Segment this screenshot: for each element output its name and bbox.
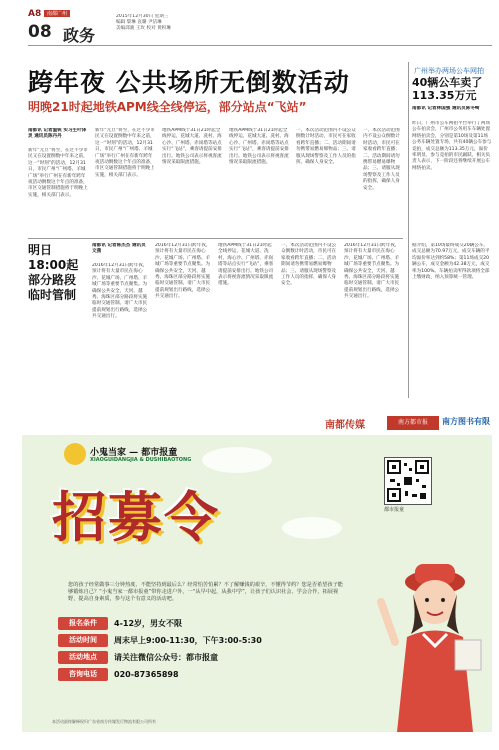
article-col-5: 一、本次活动范围内不设公众倒数计时活动，市民可在家收看跨年直播；二、活动期间请勿携带易燃易爆物品；三、请服从现场警察及工作人员的指挥，确保人身安全。 bbox=[296, 128, 356, 166]
info-value: 4-12岁，男女不限 bbox=[114, 619, 183, 628]
section-number: 08 bbox=[28, 22, 52, 42]
pub-date: 2015年12月30日 星期三 bbox=[116, 14, 169, 19]
qr-caption: 都市报童 bbox=[384, 507, 405, 513]
info-row-time bbox=[58, 634, 358, 647]
right-body-2: 据介绍，第10场最终成交20辆公车，成交总额为70.97万元，成交车辆的平均溢价率达到约58%；第11场成交20辆公车，成交金额为42.38万元，成交率为100%。车辆拍卖所得款项将全部上缴财政，纳入预算统一管理。 bbox=[412, 243, 490, 281]
right-col-divider bbox=[408, 62, 409, 398]
pub-info bbox=[116, 14, 206, 33]
pub-staff-2: 美编邱骏 王玫 校对 黄积琳 bbox=[116, 26, 171, 32]
info-row-place bbox=[58, 651, 358, 664]
article-col-3: 地铁APM线于31日21时起全线停运，花城大道、冼村、海心沙、广州塔、赤岗塔等站点实行“飞站”，乘客请提前安排出行。地铁公司表示将视客流情况采取限流措施。 bbox=[162, 128, 222, 166]
right-byline: 南都讯 记者林国强 通讯员陈冬崎 bbox=[412, 106, 480, 111]
girl-photo bbox=[377, 542, 492, 732]
info-label: 报名条件 bbox=[58, 617, 108, 630]
cloud-decoration bbox=[202, 447, 272, 473]
traffic-col-1: 2016年12月31日跨年夜，预计将有大量市民在海心沙、花城广场、广州塔、羊城广场等重要节点聚集。为确保公共安全，天河、越秀、海珠区部分路段将实施临时交通管制。请广大市民提前规划出行路线，选择公共交通出行。 bbox=[92, 263, 148, 320]
pub-staff-1: 编辑 黎琳 袁璐 尹洁琳 bbox=[116, 20, 162, 26]
qr-code-icon bbox=[384, 457, 432, 505]
ad-intro: 您的孩子经常做事三分钟热度、不能坚持到最后么？经常怕苦怕累？不了解赚钱的艰辛，不懂得节约？您是否希望孩子能够锻炼自己？“小鬼当家一都市报童”带你走进户外，一“从早中起，从我中学”，让孩子们认识社会、学会合作，拓展视野，提高自身素质，参与这个有意义的活动吧。 bbox=[68, 582, 343, 602]
main-headline: 跨年夜 公共场所无倒数活动 bbox=[28, 68, 350, 97]
brand-nanfang-book: 南方图书有限 bbox=[442, 417, 490, 426]
article-col-1: 新年“元旦”将至，在过不少市民又在设置倒数中年来之前，这一“时刻”的活动，12月31日，市民广州“广州塔、羊城广场”举行广州在有新年跨年夜活动倒数这个年点的准备，市区交通管制措施将于明晚上实施，相关部门表示。 bbox=[28, 148, 88, 198]
side-title: 明日18:00起部分路段临时管制 bbox=[28, 243, 79, 302]
ad-footer: 本活动最终解释权归广东省南方传媒发行物流有限公司所有 bbox=[52, 719, 156, 724]
traffic-col-5: 2016年12月31日跨年夜，预计将有大量市民在海心沙、花城广场、广州塔、羊城广场等重要节点聚集。为确保公共安全，天河、越秀、海珠区部分路段将实施临时交通管制。请广大市民提前规划出行路线，选择公共交通出行。 bbox=[344, 243, 400, 300]
mascot-logo-icon bbox=[64, 443, 86, 465]
main-subheadline: 明晚21时起地铁APM线全线停运，部分站点“飞站” bbox=[28, 100, 307, 114]
cloud-decoration bbox=[282, 517, 342, 539]
article-col-2: 新年“元旦”将至，在过不少市民又在设置倒数中年来之前，这一“时刻”的活动，12月31日，市民广州“广州塔、羊城广场”举行广州在有新年跨年夜活动倒数这个年点的准备，市区交通管制措施将于明晚上实施，相关部门表示。 bbox=[95, 128, 155, 178]
ad-title: 招募令 bbox=[52, 486, 220, 549]
header-rule bbox=[28, 45, 492, 46]
traffic-col-2: 2016年12月31日跨年夜，预计将有大量市民在海心沙、花城广场、广州塔、羊城广场等重要节点聚集。为确保公共安全，天河、越秀、海珠区部分路段将实施临时交通管制。请广大市民提前规划出行路线，选择公共交通出行。 bbox=[155, 243, 211, 300]
brand-nanfang-dushibao: 南方都市报 bbox=[387, 416, 439, 430]
article-col-6: 一、本次活动范围内不设公众倒数计时活动，市民可在家收看跨年直播；二、活动期间请勿携带易燃易爆物品；三、请服从现场警察及工作人员的指挥，确保人身安全。 bbox=[363, 128, 400, 191]
ad-org-pinyin: XIAOGUIDANGJIA & DUSHIBAOTONG bbox=[90, 457, 192, 463]
info-value: 周末早上9:00-11:30，下午3:00-5:30 bbox=[114, 636, 262, 645]
article-col-4: 地铁APM线于31日21时起全线停运，花城大道、冼村、海心沙、广州塔、赤岗塔等站点实行“飞站”，乘客请提前安排出行。地铁公司表示将视客流情况采取限流措施。 bbox=[229, 128, 289, 166]
traffic-col-3: 地铁APM线于31日21时起全线停运，花城大道、冼村、海心沙、广州塔、赤岗塔等站点实行“飞站”，乘客请提前安排出行。地铁公司表示将视客流情况采取限流措施。 bbox=[218, 243, 274, 287]
page-label: A8 bbox=[28, 9, 42, 19]
info-value: 请关注微信公众号：都市报童 bbox=[114, 653, 218, 662]
right-body: 昨日，广州市公车网拍平台举行了两场公车拍卖会，广州市公务用车车辆处置网络拍卖会，分别是第10场及第11场公务车辆处置专场，共有40辆公车参与竞拍，成交总额为113.35万元，溢价率明显，参与竞拍的市民踊跃，相关负责人表示，下一阶段还将继续开展公车网络拍卖。 bbox=[412, 121, 492, 171]
ad-org-name: 小鬼当家 — 都市报童 bbox=[90, 448, 178, 458]
info-row-age bbox=[58, 617, 358, 630]
article-byline: 南都讯 记者温锐 实习生叶泽灵 通讯员陈丹丹 bbox=[28, 128, 87, 140]
info-value: 020-87365898 bbox=[114, 670, 179, 679]
info-row-phone bbox=[58, 668, 358, 681]
article-divider bbox=[28, 238, 403, 239]
right-kicker: 广州举办两场公车网拍 bbox=[414, 67, 484, 75]
right-headline: 40辆公车卖了113.35万元 bbox=[412, 76, 483, 102]
traffic-byline: 南都讯 记者陈杰杰 通讯员文燕 bbox=[92, 243, 146, 255]
brand-nandu: 南都传媒 bbox=[325, 420, 365, 431]
info-label: 活动地点 bbox=[58, 651, 108, 664]
section-name: 政务 bbox=[63, 26, 96, 45]
recruitment-ad bbox=[22, 407, 492, 732]
info-label: 活动时间 bbox=[58, 634, 108, 647]
traffic-col-4: 一、本次活动范围内不设公众倒数计时活动，市民可在家收看跨年直播；二、活动期间请勿携带易燃易爆物品；三、请服从现场警察及工作人员的指挥，确保人身安全。 bbox=[281, 243, 337, 287]
info-label: 咨询电话 bbox=[58, 668, 108, 681]
edition-label: 南都广州 bbox=[44, 10, 70, 17]
